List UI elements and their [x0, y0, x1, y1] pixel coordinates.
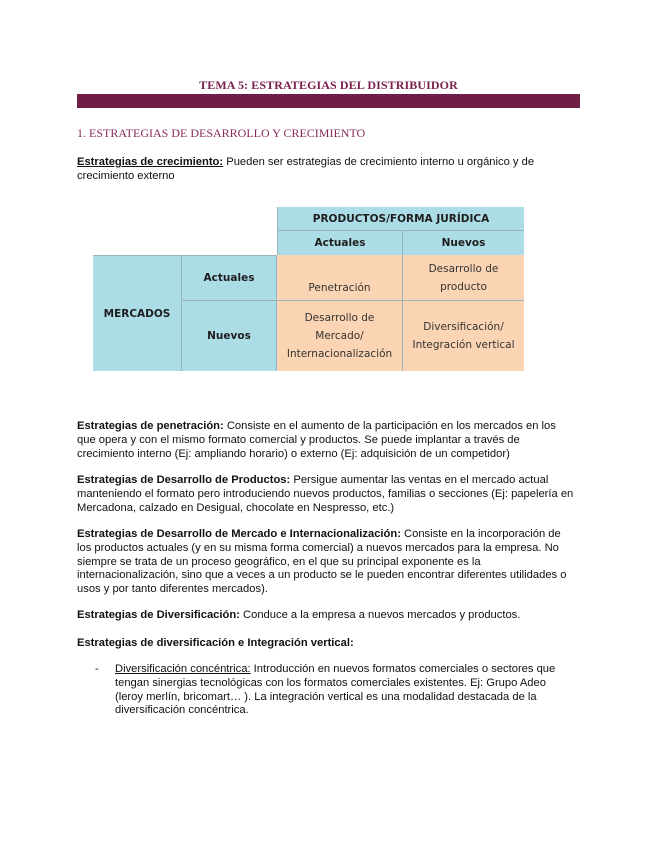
title-bar	[77, 94, 580, 108]
diversification-lead: Estrategias de Diversificación:	[77, 609, 240, 621]
cell-diversification: Diversificación/ Integración vertical	[403, 301, 524, 371]
market-development-paragraph	[77, 528, 577, 597]
diversification-paragraph	[77, 609, 577, 623]
intro-paragraph	[77, 156, 577, 184]
growth-strategy-matrix	[93, 207, 524, 371]
section-heading: 1. ESTRATEGIAS DE DESARROLLO Y CRECIMIENTO	[77, 126, 366, 140]
product-development-text: Persigue aumentar las ventas en el mercado actual manteniendo el formato pero introduciendo nuevos productos, familias o secciones (Ej: papelería en Mercadona, calzado en Desigual, chocolate en Nespresso, etc.)	[77, 474, 574, 514]
intro-text: Pueden ser estrategias de crecimiento interno u orgánico y de crecimiento externo	[77, 156, 535, 182]
diversification-integration-heading: Estrategias de diversificación e Integración vertical:	[77, 637, 354, 649]
bullet-text: Introducción en nuevos formatos comerciales o sectores que tengan sinergias tecnológicas con los formatos comerciales existentes. Ej: Grupo Adeo (leroy merlín, bricomart… ). La integración vertical es una modalidad destacada de la diversificación concéntrica.	[115, 663, 556, 717]
cell-product-development: Desarrollo de producto	[403, 255, 524, 301]
page-title: TEMA 5: ESTRATEGIAS DEL DISTRIBUIDOR	[199, 78, 458, 92]
product-development-lead: Estrategias de Desarrollo de Productos:	[77, 474, 291, 486]
penetration-lead: Estrategias de penetración:	[77, 420, 224, 432]
penetration-text: Consiste en el aumento de la participación en los mercados en los que opera y con el mismo formato comercial y productos. Se puede implantar a través de crecimiento interno (Ej: ampliando horario) o externo (Ej: adquisición de un competidor)	[77, 420, 556, 460]
cell-market-development: Desarrollo de Mercado/ Internacionalización	[277, 301, 403, 371]
product-development-paragraph	[77, 474, 577, 515]
products-header: PRODUCTOS/FORMA JURÍDICA	[277, 207, 524, 231]
penetration-paragraph	[77, 420, 577, 461]
col-header-current: Actuales	[277, 231, 403, 255]
diversification-text: Conduce a la empresa a nuevos mercados y productos.	[239, 609, 521, 621]
bullet-dash: -	[95, 663, 99, 675]
row-header-new: Nuevos	[182, 301, 277, 371]
col-header-new: Nuevos	[403, 231, 524, 255]
market-development-lead: Estrategias de Desarrollo de Mercado e Internacionalización:	[77, 528, 401, 540]
cell-penetration: Penetración	[277, 255, 403, 301]
market-development-text: Consiste en la incorporación de los productos actuales (y en su misma forma comercial) a nuevos mercados para la empresa. No siempre se trata de un proceso geográfico, en el que su principal exponente es la internacionalización, sino que a veces a un producto se le pueden encontrar diferentes utilidades o usos y por tanto diferentes mercados).	[77, 528, 567, 596]
markets-label: MERCADOS	[93, 255, 182, 371]
row-header-current: Actuales	[182, 255, 277, 301]
bullet-text-block	[115, 663, 575, 718]
bullet-lead: Diversificación concéntrica:	[115, 663, 251, 675]
intro-lead: Estrategias de crecimiento:	[77, 156, 224, 168]
